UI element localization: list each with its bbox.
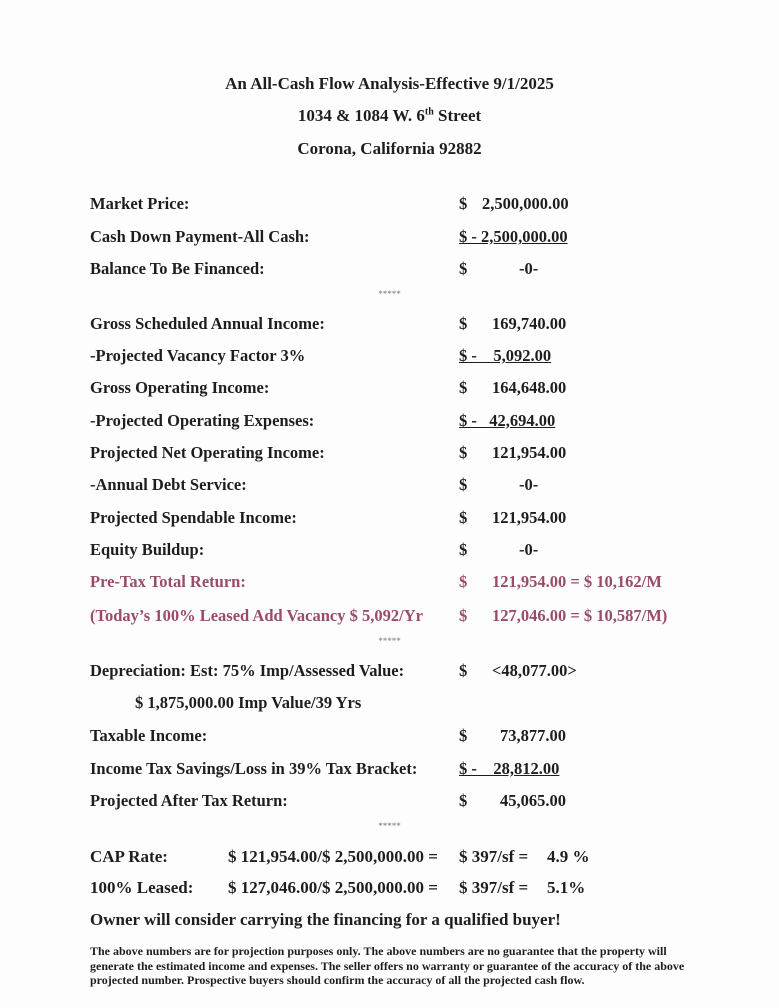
label: Cash Down Payment-All Cash:	[90, 227, 310, 246]
formula: $ 121,954.00/$ 2,500,000.00 =	[228, 847, 438, 866]
currency: $	[459, 572, 468, 591]
amount: -0-	[519, 259, 539, 278]
label: Gross Operating Income:	[90, 378, 270, 397]
label: Projected Net Operating Income:	[90, 443, 325, 462]
separator: *****	[378, 289, 401, 299]
price-per-sf: $ 397/sf =	[459, 847, 529, 866]
label: Equity Buildup:	[90, 540, 205, 559]
property-address	[0, 106, 779, 126]
amount: 73,877.00	[500, 726, 566, 745]
amount: 121,954.00 = $ 10,162/M	[492, 572, 662, 591]
label: CAP Rate:	[90, 847, 168, 866]
separator: *****	[378, 821, 401, 831]
currency: $	[459, 475, 468, 494]
amount: -0-	[519, 475, 539, 494]
currency: $	[459, 726, 468, 745]
amount: $ - 28,812.00	[459, 759, 560, 778]
label: Projected After Tax Return:	[90, 791, 288, 810]
rate: 4.9 %	[547, 847, 590, 866]
page-title: An All-Cash Flow Analysis-Effective 9/1/2025	[225, 74, 554, 93]
amount: 45,065.00	[500, 791, 566, 810]
amount: 121,954.00	[492, 443, 567, 462]
currency: $	[459, 661, 468, 680]
property-city: Corona, California 92882	[297, 139, 482, 158]
label: -Projected Operating Expenses:	[90, 411, 315, 430]
label: Gross Scheduled Annual Income:	[90, 314, 325, 333]
label: Taxable Income:	[90, 726, 208, 745]
amount: 164,648.00	[492, 378, 567, 397]
amount: 121,954.00	[492, 508, 567, 527]
label: Market Price:	[90, 194, 190, 213]
label: (Today’s 100% Leased Add Vacancy $ 5,092/Yr	[90, 606, 423, 625]
price-per-sf: $ 397/sf =	[459, 878, 529, 897]
address-ordinal: th	[424, 106, 434, 118]
label: Depreciation: Est: 75% Imp/Assessed Value:	[90, 661, 405, 680]
amount: -0-	[519, 540, 539, 559]
currency: $	[459, 606, 468, 625]
currency: $	[459, 540, 468, 559]
amount: 169,740.00	[492, 314, 567, 333]
separator: *****	[378, 636, 401, 646]
label: Balance To Be Financed:	[90, 259, 265, 278]
label: -Projected Vacancy Factor 3%	[90, 346, 306, 365]
label: -Annual Debt Service:	[90, 475, 247, 494]
address-street: Street	[433, 106, 482, 125]
amount: $ - 5,092.00	[459, 346, 552, 365]
currency: $	[459, 791, 468, 810]
amount: <48,077.00>	[492, 661, 577, 680]
label: $ 1,875,000.00 Imp Value/39 Yrs	[135, 693, 362, 712]
address-text: 1034 & 1084 W. 6	[297, 106, 425, 125]
label: 100% Leased:	[90, 878, 194, 897]
amount: $ - 2,500,000.00	[459, 227, 568, 246]
currency: $	[459, 194, 468, 213]
formula: $ 127,046.00/$ 2,500,000.00 =	[228, 878, 438, 897]
label: Projected Spendable Income:	[90, 508, 297, 527]
disclaimer: The above numbers are for projection purposes only. The above numbers are no guarantee that the property will generate the estimated income and expenses. The seller offers no warranty or guarantee of the accuracy of the above projected number. Prospective buyers should confirm the accuracy of all the projected cash flow.	[90, 944, 685, 987]
currency: $	[459, 259, 468, 278]
amount: 2,500,000.00	[482, 194, 569, 213]
rate: 5.1%	[547, 878, 586, 897]
currency: $	[459, 508, 468, 527]
currency: $	[459, 378, 468, 397]
currency: $	[459, 314, 468, 333]
currency: $	[459, 443, 468, 462]
owner-financing-note: Owner will consider carrying the financing for a qualified buyer!	[90, 910, 561, 929]
amount: $ - 42,694.00	[459, 411, 556, 430]
label: Income Tax Savings/Loss in 39% Tax Bracket:	[90, 759, 418, 778]
amount: 127,046.00 = $ 10,587/M)	[492, 606, 668, 625]
label: Pre-Tax Total Return:	[90, 572, 246, 591]
